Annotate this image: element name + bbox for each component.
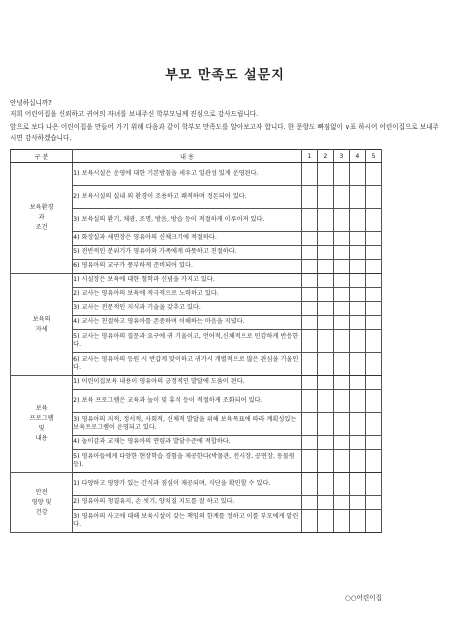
score-cell-5[interactable]	[365, 390, 381, 413]
header-content: 내 용	[73, 150, 302, 163]
score-cell-2[interactable]	[317, 274, 333, 288]
score-cell-4[interactable]	[349, 390, 365, 413]
score-cell-5[interactable]	[365, 353, 381, 376]
header-section: 구 분	[11, 150, 73, 163]
score-cell-3[interactable]	[333, 376, 349, 390]
score-cell-4[interactable]	[349, 274, 365, 288]
score-cell-1[interactable]	[301, 330, 317, 353]
score-cell-3[interactable]	[333, 450, 349, 473]
survey-item: 3) 영유아의 사고에 대해 보육시설이 갖는 책임의 한계를 정하고 이를 부모에게 알린다.	[73, 510, 302, 533]
survey-item: 5) 교사는 영유아의 질문과 요구에 귀 기울이고, 언어적,신체적으로 민감하게 반응한다.	[73, 330, 302, 353]
score-cell-4[interactable]	[349, 209, 365, 232]
score-cell-5[interactable]	[365, 288, 381, 302]
survey-row	[11, 473, 382, 496]
survey-row	[11, 163, 382, 186]
score-cell-5[interactable]	[365, 209, 381, 232]
intro-greeting: 안녕하십니까?	[10, 99, 52, 107]
score-cell-3[interactable]	[333, 496, 349, 510]
score-cell-1[interactable]	[301, 353, 317, 376]
survey-item: 4) 놀이감과 교재는 영유아의 연령과 발달수준에 적합하다.	[73, 436, 302, 450]
header-score-2: 2	[317, 150, 333, 163]
score-cell-4[interactable]	[349, 302, 365, 316]
score-cell-4[interactable]	[349, 376, 365, 390]
score-cell-1[interactable]	[301, 376, 317, 390]
score-cell-2[interactable]	[317, 376, 333, 390]
score-cell-3[interactable]	[333, 186, 349, 209]
score-cell-3[interactable]	[333, 232, 349, 246]
section-label: 보육 프로그램 및 내용	[11, 376, 73, 473]
score-cell-4[interactable]	[349, 473, 365, 496]
score-cell-5[interactable]	[365, 450, 381, 473]
score-cell-2[interactable]	[317, 390, 333, 413]
score-cell-5[interactable]	[365, 302, 381, 316]
score-cell-3[interactable]	[333, 163, 349, 186]
score-cell-4[interactable]	[349, 232, 365, 246]
intro-line-2: 앞으로 보다 나은 어린이집을 만들어 가기 위해 다음과 같이 학부모 만족도를 알아보고자 합니다. 한 문항도 빠짐없이 ∨표 하시어 어린이집으로 보내주시면 감사하겠습니다.	[10, 123, 439, 142]
score-cell-5[interactable]	[365, 186, 381, 209]
score-cell-3[interactable]	[333, 330, 349, 353]
section-label: 안전 영양 및 건강	[11, 473, 73, 533]
score-cell-4[interactable]	[349, 436, 365, 450]
header-score-4: 4	[349, 150, 365, 163]
score-cell-2[interactable]	[317, 473, 333, 496]
score-cell-1[interactable]	[301, 436, 317, 450]
score-cell-5[interactable]	[365, 330, 381, 353]
header-score-5: 5	[365, 150, 381, 163]
score-cell-2[interactable]	[317, 260, 333, 274]
score-cell-1[interactable]	[301, 413, 317, 436]
survey-item: 5) 영유아들에게 다양한 현장학습 경험을 제공한다(박물관, 전시장, 공연장, 동물원 등).	[73, 450, 302, 473]
score-cell-1[interactable]	[301, 163, 317, 186]
score-cell-3[interactable]	[333, 473, 349, 496]
score-cell-4[interactable]	[349, 246, 365, 260]
score-cell-5[interactable]	[365, 496, 381, 510]
score-cell-2[interactable]	[317, 186, 333, 209]
survey-item: 5) 전반적인 분위기가 영유아와 가족에게 따뜻하고 친절하다.	[73, 246, 302, 260]
score-cell-4[interactable]	[349, 510, 365, 533]
score-cell-4[interactable]	[349, 163, 365, 186]
score-cell-3[interactable]	[333, 510, 349, 533]
score-cell-3[interactable]	[333, 246, 349, 260]
score-cell-1[interactable]	[301, 473, 317, 496]
survey-item: 2) 영유아의 청결유지, 손 씻기, 양치질 지도를 잘 하고 있다.	[73, 496, 302, 510]
survey-item: 1) 다양하고 영양가 있는 간식과 점심이 제공되며, 식단을 확인할 수 있다.	[73, 473, 302, 496]
score-cell-5[interactable]	[365, 260, 381, 274]
score-cell-2[interactable]	[317, 302, 333, 316]
score-cell-5[interactable]	[365, 232, 381, 246]
survey-item: 3) 교사는 전문적인 지식과 기술을 갖추고 있다.	[73, 302, 302, 316]
score-cell-2[interactable]	[317, 246, 333, 260]
score-cell-4[interactable]	[349, 316, 365, 330]
header-score-1: 1	[301, 150, 317, 163]
score-cell-2[interactable]	[317, 316, 333, 330]
score-cell-1[interactable]	[301, 496, 317, 510]
score-cell-2[interactable]	[317, 436, 333, 450]
survey-row	[11, 376, 382, 390]
survey-item: 3) 보육실의 환기, 채광, 조명, 방음, 방습 등이 적절하게 이루어져 있다.	[73, 209, 302, 232]
score-cell-2[interactable]	[317, 163, 333, 186]
survey-item: 1) 시설장은 보육에 대한 철학과 신념을 가지고 있다.	[73, 274, 302, 288]
score-cell-3[interactable]	[333, 413, 349, 436]
score-cell-5[interactable]	[365, 376, 381, 390]
score-cell-5[interactable]	[365, 473, 381, 496]
score-cell-5[interactable]	[365, 274, 381, 288]
score-cell-5[interactable]	[365, 163, 381, 186]
score-cell-4[interactable]	[349, 450, 365, 473]
score-cell-3[interactable]	[333, 302, 349, 316]
score-cell-3[interactable]	[333, 353, 349, 376]
score-cell-2[interactable]	[317, 496, 333, 510]
score-cell-5[interactable]	[365, 413, 381, 436]
score-cell-1[interactable]	[301, 246, 317, 260]
survey-item: 1) 어린이집보육 내용이 영유아의 긍정적인 발달에 도움이 된다.	[73, 376, 302, 390]
score-cell-2[interactable]	[317, 510, 333, 533]
score-cell-2[interactable]	[317, 209, 333, 232]
survey-item: 6) 영유아의 교구가 풍부하게 준비되어 있다.	[73, 260, 302, 274]
section-label: 보육환경 과 조건	[11, 163, 73, 274]
score-cell-2[interactable]	[317, 232, 333, 246]
score-cell-2[interactable]	[317, 413, 333, 436]
score-cell-2[interactable]	[317, 450, 333, 473]
score-cell-4[interactable]	[349, 260, 365, 274]
footer-daycare-name: ○○어린이집	[345, 594, 382, 602]
score-cell-5[interactable]	[365, 246, 381, 260]
section-label: 보육의 자세	[11, 274, 73, 376]
score-cell-1[interactable]	[301, 316, 317, 330]
page-title: 부모 만족도 설문지	[165, 68, 285, 83]
header-score-3: 3	[333, 150, 349, 163]
survey-row	[11, 274, 382, 288]
score-cell-2[interactable]	[317, 288, 333, 302]
score-cell-1[interactable]	[301, 232, 317, 246]
survey-item: 3) 영유아의 지적, 정서적, 사회적, 신체적 발달을 위해 보육목표에 따라 계획성있는 보육프로그램이 운영되고 있다.	[73, 413, 302, 436]
score-cell-3[interactable]	[333, 436, 349, 450]
score-cell-1[interactable]	[301, 450, 317, 473]
score-cell-1[interactable]	[301, 260, 317, 274]
table-header-row	[11, 150, 382, 163]
survey-item: 1) 보육시설은 운영에 대한 기본방침을 세우고 일관성 있게 운영된다.	[73, 163, 302, 186]
score-cell-1[interactable]	[301, 209, 317, 232]
score-cell-4[interactable]	[349, 330, 365, 353]
survey-item: 2) 보육시설의 실내 외 환경이 조용하고 쾌적하며 정돈되어 있다.	[73, 186, 302, 209]
score-cell-4[interactable]	[349, 353, 365, 376]
score-cell-4[interactable]	[349, 288, 365, 302]
score-cell-3[interactable]	[333, 288, 349, 302]
score-cell-1[interactable]	[301, 510, 317, 533]
survey-item: 4) 교사는 친절하고 영유아를 존중하며 이해하는 마음을 지녔다.	[73, 316, 302, 330]
survey-table	[10, 149, 382, 533]
score-cell-5[interactable]	[365, 436, 381, 450]
score-cell-1[interactable]	[301, 274, 317, 288]
score-cell-3[interactable]	[333, 390, 349, 413]
survey-item: 6) 교사는 영유아의 등원 시 반갑게 맞이하고 귀가시 개별적으로 많은 관심을 기울인다.	[73, 353, 302, 376]
score-cell-3[interactable]	[333, 209, 349, 232]
survey-item: 2) 보육 프로그램은 교육과 놀이 및 휴식 등이 적절하게 조화되어 있다.	[73, 390, 302, 413]
score-cell-3[interactable]	[333, 274, 349, 288]
intro-line-1: 저희 어린이집을 신뢰하고 귀여의 자녀를 보내주신 학부모님께 진심으로 감사드립니다.	[10, 110, 259, 118]
score-cell-1[interactable]	[301, 302, 317, 316]
score-cell-3[interactable]	[333, 316, 349, 330]
score-cell-5[interactable]	[365, 316, 381, 330]
score-cell-4[interactable]	[349, 496, 365, 510]
survey-item: 4) 화장실과 세면장은 영유아의 신체크기에 적절하다.	[73, 232, 302, 246]
score-cell-2[interactable]	[317, 330, 333, 353]
score-cell-1[interactable]	[301, 288, 317, 302]
score-cell-3[interactable]	[333, 260, 349, 274]
score-cell-4[interactable]	[349, 186, 365, 209]
score-cell-1[interactable]	[301, 186, 317, 209]
score-cell-2[interactable]	[317, 353, 333, 376]
score-cell-4[interactable]	[349, 413, 365, 436]
survey-item: 2) 교사는 영유아의 보육에 적극적으로 노력하고 있다.	[73, 288, 302, 302]
score-cell-1[interactable]	[301, 390, 317, 413]
score-cell-5[interactable]	[365, 510, 381, 533]
